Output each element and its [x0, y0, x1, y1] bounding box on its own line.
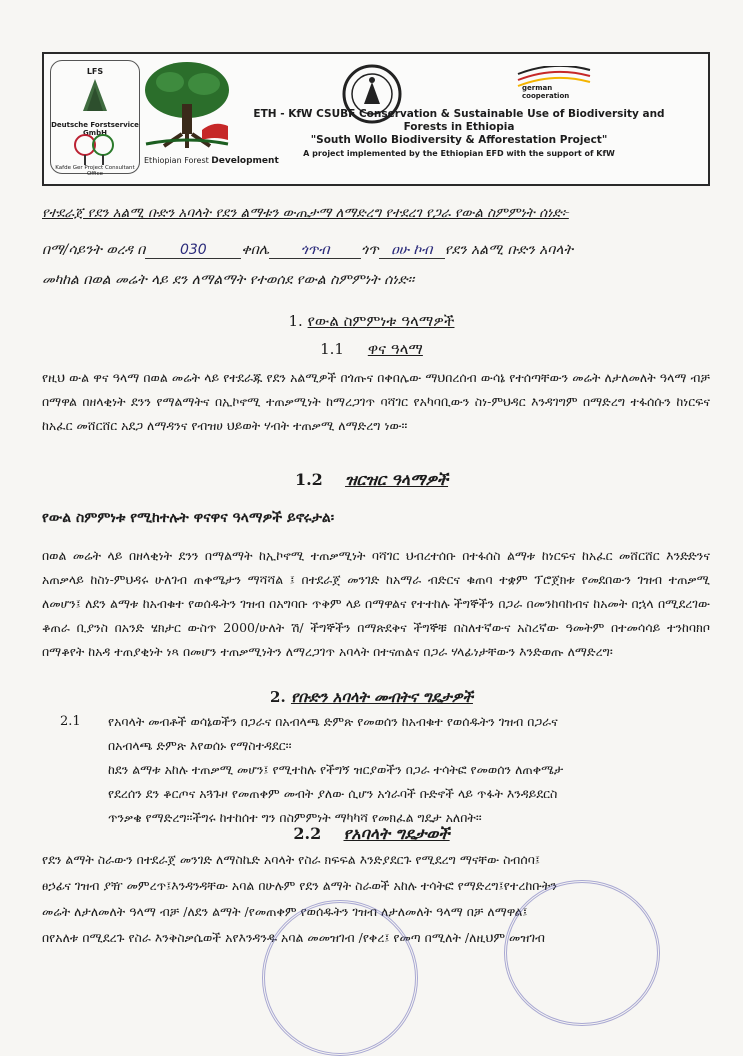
forest-tree-icon — [51, 77, 139, 117]
section-1-2-title: ዝርዝር ዓላማዎች — [345, 470, 449, 489]
rights-line4: የደረሰን ደን ቆርጦና አጓጉዞ የመጠቀም መብት ያለው ሲሆን አጎራባች ቡድኖች ላይ ጥፋት እንዳይደርስ — [108, 786, 558, 801]
project-line2: Forests in Ethiopia — [403, 121, 515, 133]
section-1-heading — [0, 312, 743, 330]
duties-line1: የደን ልማት ስራውን በተደራጀ መንገድ ለማስኬድ አባላት የስራ ክፍፍል እንድያደርጉ የሚደረግ ማናቸው ስብሰባ፤ — [42, 852, 540, 867]
section-2-1-num: 2.1 — [60, 714, 81, 729]
official-stamp-left — [262, 900, 418, 1056]
duties-line3: መሬት ለታለመለት ዓላማ ብቻ /ለደን ልማት /የመጠቀም የወሰዱትን ገዝብ ለታለመለት ዓላማ በቻ ለማዋል፤ — [42, 904, 528, 919]
gc-text — [522, 84, 569, 100]
lfs-trees-icon — [51, 131, 139, 167]
section-2-num: 2. — [270, 688, 286, 706]
section-1-title: የውል ስምምነቱ ዓላማዎች — [307, 312, 455, 330]
section-1-1-heading — [0, 340, 743, 358]
intro-c: ቀበሌ — [241, 242, 270, 258]
section-1-1-title: ዋና ዓላማ — [367, 340, 423, 358]
gc-line1: german — [522, 84, 553, 92]
kebele-field: ጎጥብ — [269, 242, 361, 259]
section-1-1-num: 1.1 — [320, 340, 344, 358]
section-2-2-heading — [0, 824, 743, 844]
rights-line2: በአብላጫ ድምጽ እየወሰኑ የማስተዳደር፡፡ — [108, 738, 292, 753]
gc-line2: cooperation — [522, 92, 570, 100]
project-line4: A project implemented by the Ethiopian EFD with the support of KfW — [303, 149, 615, 158]
section-2-title: የቡድን አባላት መብትና ግዴታዎች — [290, 688, 473, 706]
intro-line2: መካከል በወል መሬት ላይ ደን ለማልማት የተወሰደ የውል ስምምነት ሰነድ፡፡ — [42, 272, 415, 288]
lfs-code: LFS — [86, 67, 104, 76]
intro-a: በ — [42, 242, 51, 258]
project-title-block — [249, 108, 669, 159]
intro-e: የደን አልሚ ቡድን አባላት — [444, 242, 573, 258]
section-1-2-num: 1.2 — [294, 470, 323, 489]
rights-line3: ከደን ልማቱ አከሉ ተጠቃሚ መሆን፤ የሚተከሉ የችግኝ ዝርያወችን በጋራ ተሳትፎ የመወሰን ለጠቀሜታ — [108, 762, 564, 777]
section-1-2-lead: የውል ስምምነቱ የሚከተሉት ዋናዋና ዓላማዎች ይኖሩታል፡ — [42, 510, 335, 526]
section-1-2-heading — [0, 470, 743, 490]
section-2-2-title: የአባላት ግዴታወች — [343, 824, 450, 843]
intro-d: ጎጥ — [361, 242, 379, 258]
rights-line5: ጥንቃቄ የማድረግ፡፡ችግሩ ከተከሰተ ግን በስምምነት ማካካሻ የመክፈል ግዴታ አለበት፡፡ — [108, 810, 482, 825]
intro-b: ማ/ሳይንት ወረዳ በ — [50, 242, 146, 258]
section-1-num: 1. — [288, 312, 303, 330]
duties-line4: በየአለቱ በሚደረጉ የስራ እንቅስቃሴወች አየእንዳንዱ አባል መመዝገብ /የቀረ፤ የመጣ በሚለት /ለዚህም መዝገብ — [42, 930, 545, 945]
project-line1: ETH - KfW CSUBF Conservation & Sustainable Use of Biodiversity and — [253, 108, 665, 120]
efd-caption-word: Development — [211, 156, 279, 166]
letterhead — [42, 52, 710, 186]
got-field: ዐሁ ኮብ — [379, 242, 445, 259]
project-line3: "South Wollo Biodiversity & Afforestation Project" — [310, 134, 608, 146]
rights-line1: የአባላት መብቶች ወሳኔወችን በጋራና በአብላጫ ድምጽ የመወሰን ከአብቁተ የወሰዱትን ገዝብ በጋራና — [108, 714, 558, 729]
duties-line2: ፀኃፊና ገዝብ ያዥ መምረጥ፤እንዳንዳቸው አባል በሁሉም የደን ልማት ስራወች አከሉ ተሳትፎ የማድረግ፤የተረከቡትን — [42, 878, 557, 893]
section-2-heading — [0, 688, 743, 706]
lfs-org: Deutsche Forstservice GmbH — [51, 121, 139, 137]
official-stamp-right — [504, 880, 660, 1026]
woreda-field: 030 — [145, 242, 241, 259]
lfs-logo — [50, 60, 140, 177]
paragraph-detailed-goals: በወል መሬት ላይ በዘላቂነት ደንን በማልማት ከኢኮኖሚ ተጠቃሚነት ባሻገር ህብረተሰቡ በተፋሰስ ልማቱ ከነርፍና ከአፈር መሸርሸር እንድድንና አጠቃላይ ከስነ-ምህዳሩ ሁለገብ ጠቀሜታን ማሻሻል ፤ በተደራጀ መንገድ ከአማራ ብድርና ቁጠባ ተቋም ፕሮጀክቱ የመደበውን ገዝብ ተጠቃሚ ለመሆን፤ ለደን ልማቱ ከአብቁተ የወሰዱትን ገዝብ በአግባቡ ጥቅም ላይ በማዋልና የተተከሉ ችግኞችን በጋራ በመንከባከብና ከአመት በኋላ በሚደረገው ቆጠራ ቢያንስ በአንድ ሄክታር ውስጥ 2000/ሁለት ሽ/ ችግኞችን በማጽደቅና ችግኞቹ በስለተኛውና አስረኛው ዓመትም በተመሳሳይ ተንከባክቦ በማቆየት ከአዳ ተጠያቂነት ነጻ በመሆን ተጠቃሚነትን ለማረጋገጥ አባላት በተናጠልና በጋራ ሃላፊነታቸውን እንድወጡ ለማድረግ፡ — [42, 548, 710, 659]
section-2-2-num: 2.2 — [293, 824, 322, 843]
paragraph-main-goal: የዚህ ውል ዋና ዓላማ በወል መሬት ላይ የተደራጁ የደን አልሚዎች በጎጡና በቀበሌው ማህበረሰብ ውሳኔ የተሰጣቸውን መሬት ለታለመለት ዓላማ ብቻ በማዋል በዘላቂነት ደንን የማልማትና በኢኮኖሚ ተጠቃሚነት ከማረጋገጥ ባሻገር የአካባቢውን ስነ-ምህዳር እንዳገግም በማድረግ ተፋሰሱን ከነርፍና ከአፈር መሸርሸር አደጋ ለማዳንና የብዝሀ ህይወት ሃብት ተጠቃሚ ለማድረግ ነው፡፡ — [42, 370, 710, 433]
efd-caption-prefix: Ethiopian Forest — [144, 156, 209, 165]
lfs-caption: Kafde Ger Project Consultant Office — [55, 165, 135, 177]
intro-line1 — [42, 242, 722, 259]
efd-tree-logo-icon — [142, 60, 232, 152]
doc-title: የተደራጀ የደን አልሚ ቡድን አባላት የደን ልማቱን ውጤታማ ለማድረግ የተደረገ የጋራ የውል ስምምነት ሰነድ፦ — [42, 205, 569, 221]
